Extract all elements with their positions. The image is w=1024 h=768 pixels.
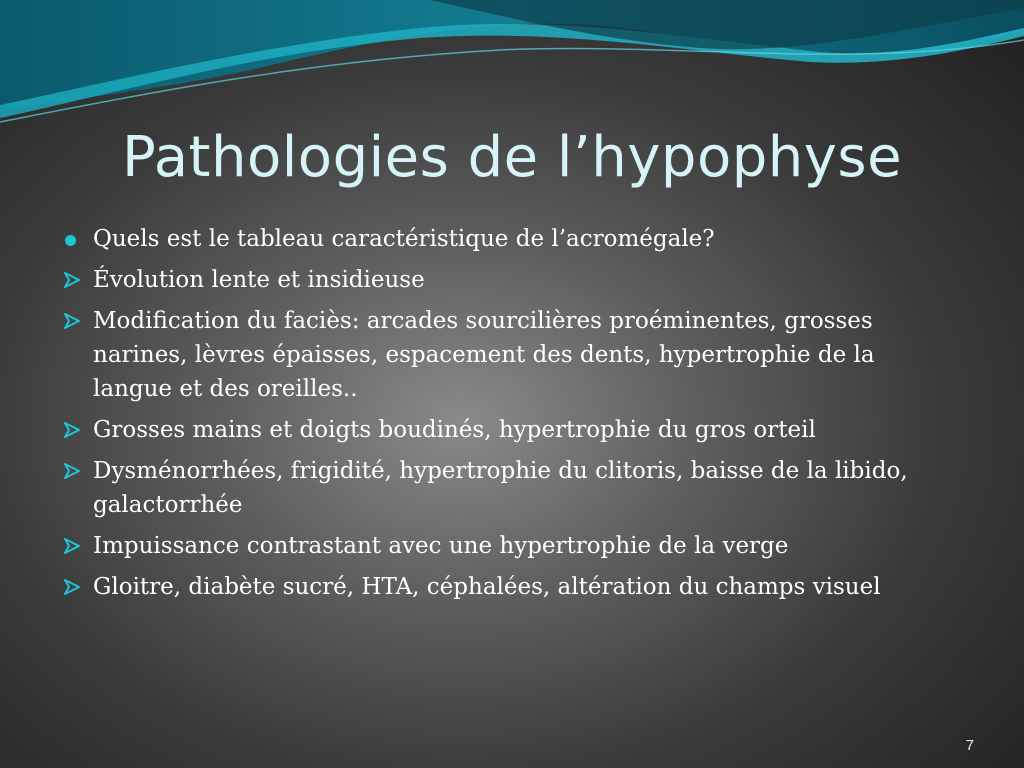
list-item <box>60 222 960 256</box>
list-item <box>60 304 960 406</box>
header-wave-decoration <box>0 0 1024 130</box>
slide-title: Pathologies de l’hypophyse <box>121 125 903 190</box>
list-item <box>60 263 960 297</box>
arrow-bullet-icon <box>60 304 90 338</box>
bullet-text: Impuissance contrastant avec une hypertrophie de la verge <box>93 533 789 559</box>
arrow-bullet-icon <box>60 529 90 563</box>
arrow-bullet-icon <box>60 570 90 604</box>
list-item <box>60 570 960 604</box>
arrow-bullet-icon <box>60 454 90 488</box>
arrow-bullet-icon <box>60 263 90 297</box>
bullet-list <box>60 222 960 611</box>
list-item <box>60 529 960 563</box>
arrow-bullet-icon <box>60 413 90 447</box>
bullet-text: Gloitre, diabète sucré, HTA, céphalées, altération du champs visuel <box>93 574 881 600</box>
bullet-text: Quels est le tableau caractéristique de l’acromégale? <box>93 226 715 252</box>
list-item <box>60 454 960 522</box>
round-dot-icon <box>60 222 90 256</box>
slide-number: 7 <box>965 737 974 754</box>
bullet-text: Évolution lente et insidieuse <box>93 267 425 293</box>
bullet-text: Grosses mains et doigts boudinés, hypertrophie du gros orteil <box>93 417 816 443</box>
bullet-text: Modification du faciès: arcades sourcilières proéminentes, grosses narines, lèvres épaisses, espacement des dents, hypertrophie de la langue et des oreilles.. <box>93 308 875 402</box>
list-item <box>60 413 960 447</box>
bullet-text: Dysménorrhées, frigidité, hypertrophie du clitoris, baisse de la libido, galactorrhée <box>93 458 908 518</box>
